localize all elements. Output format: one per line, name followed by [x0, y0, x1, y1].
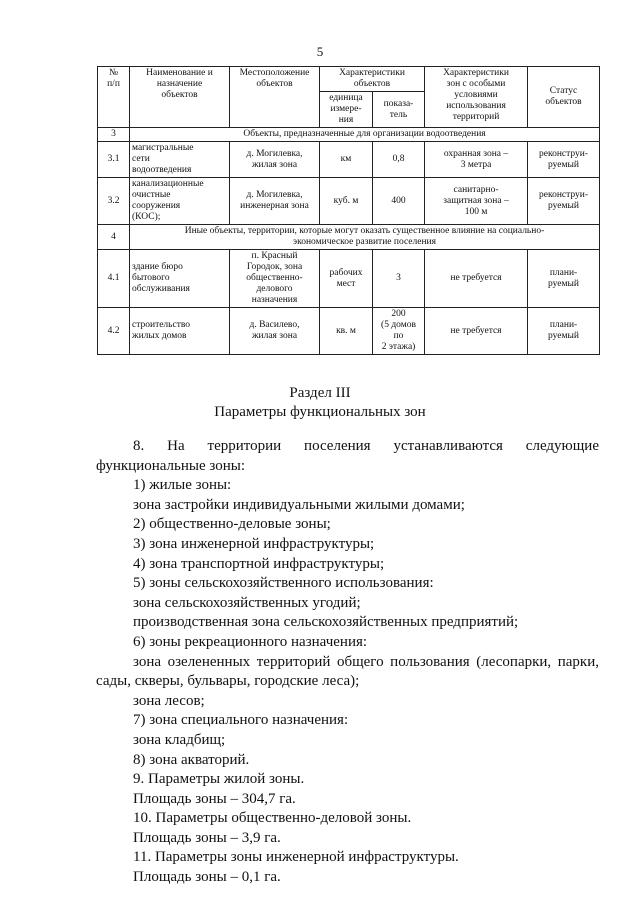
paragraph: Площадь зоны – 0,1 га. [133, 869, 281, 886]
cell-unit: рабочих мест [320, 250, 373, 308]
cell-name: магистральные сети водоотведения [130, 142, 230, 178]
cell-unit: кв. м [320, 308, 373, 355]
list-item: 8) зона акваторий. [133, 751, 250, 768]
header-location: Местоположение объектов [230, 67, 320, 128]
cell-value: 200 (5 домов по 2 этажа) [373, 308, 425, 355]
cell-num: 4.2 [98, 308, 130, 355]
table-group-row [98, 225, 600, 250]
list-item: 7) зона специального назначения: [133, 712, 349, 729]
list-item: зона сельскохозяйственных угодий; [133, 594, 361, 611]
paragraph: функциональные зоны: [96, 457, 245, 474]
cell-num: 3.1 [98, 142, 130, 178]
header-status: Статус объектов [528, 67, 600, 128]
list-item: 3) зона инженерной инфраструктуры; [133, 535, 375, 552]
list-item: 5) зоны сельскохозяйственного использования: [133, 575, 434, 592]
cell-unit: км [320, 142, 373, 178]
header-num: № п/п [98, 67, 130, 128]
list-item: зона озелененных территорий общего пользования (лесопарки, парки, [133, 653, 599, 670]
cell-status: реконструи- руемый [528, 142, 600, 178]
cell-zone: санитарно- защитная зона – 100 м [425, 178, 528, 225]
cell-location: д. Могилевка, жилая зона [230, 142, 320, 178]
list-item: 2) общественно-деловые зоны; [133, 516, 331, 533]
cell-name: здание бюро бытового обслуживания [130, 250, 230, 308]
section-title: Раздел III [289, 385, 351, 401]
cell-location: д. Могилевка, инженерная зона [230, 178, 320, 225]
cell-location: д. Василево, жилая зона [230, 308, 320, 355]
cell-name: канализационные очистные сооружения (КОС); [130, 178, 230, 225]
group-title: Иные объекты, территории, которые могут оказать существенное влияние на социально- экономическое развитие поселения [130, 225, 600, 250]
list-item: производственная зона сельскохозяйственных предприятий; [133, 614, 519, 631]
document-body [96, 437, 599, 888]
group-num: 3 [98, 128, 130, 142]
header-unit: единица измере- ния [320, 92, 373, 128]
paragraph: Площадь зоны – 3,9 га. [133, 829, 281, 846]
header-zone-characteristics: Характеристики зон с особыми условиями использования территорий [425, 67, 528, 128]
list-item: сады, скверы, бульвары, городские леса); [96, 673, 360, 690]
cell-unit: куб. м [320, 178, 373, 225]
table-row [98, 250, 600, 308]
cell-value: 0,8 [373, 142, 425, 178]
cell-value: 3 [373, 250, 425, 308]
group-title: Объекты, предназначенные для организации водоотведения [130, 128, 600, 142]
group-num: 4 [98, 225, 130, 250]
paragraph: Площадь зоны – 304,7 га. [133, 790, 296, 807]
page-number: 5 [316, 44, 324, 59]
cell-zone: не требуется [425, 308, 528, 355]
table-row [98, 142, 600, 178]
table-row [98, 178, 600, 225]
table-header-row [98, 67, 600, 92]
cell-zone: охранная зона – 3 метра [425, 142, 528, 178]
cell-status: плани- руемый [528, 250, 600, 308]
cell-location: п. Красный Городок, зона общественно- делового назначения [230, 250, 320, 308]
cell-num: 4.1 [98, 250, 130, 308]
paragraph: 9. Параметры жилой зоны. [133, 771, 305, 788]
list-item: зона кладбищ; [133, 731, 226, 748]
list-item: 1) жилые зоны: [133, 477, 232, 494]
header-characteristics: Характеристики объектов [320, 67, 425, 92]
objects-table [97, 66, 600, 355]
list-item: 6) зоны рекреационного назначения: [133, 633, 368, 650]
paragraph: 10. Параметры общественно-деловой зоны. [133, 810, 412, 827]
section-subtitle: Параметры функциональных зон [214, 404, 426, 420]
list-item: 4) зона транспортной инфраструктуры; [133, 555, 385, 572]
cell-num: 3.2 [98, 178, 130, 225]
header-name: Наименование и назначение объектов [130, 67, 230, 128]
cell-status: плани- руемый [528, 308, 600, 355]
paragraph: 8. На территории поселения устанавливаются следующие [133, 438, 599, 454]
table-row [98, 308, 600, 355]
cell-status: реконструи- руемый [528, 178, 600, 225]
cell-name: строительство жилых домов [130, 308, 230, 355]
list-item: зона лесов; [133, 692, 205, 709]
table-group-row [98, 128, 600, 142]
paragraph: 11. Параметры зоны инженерной инфраструктуры. [133, 849, 459, 866]
header-value: показа- тель [373, 92, 425, 128]
cell-zone: не требуется [425, 250, 528, 308]
cell-value: 400 [373, 178, 425, 225]
list-item: зона застройки индивидуальными жилыми домами; [133, 496, 465, 513]
